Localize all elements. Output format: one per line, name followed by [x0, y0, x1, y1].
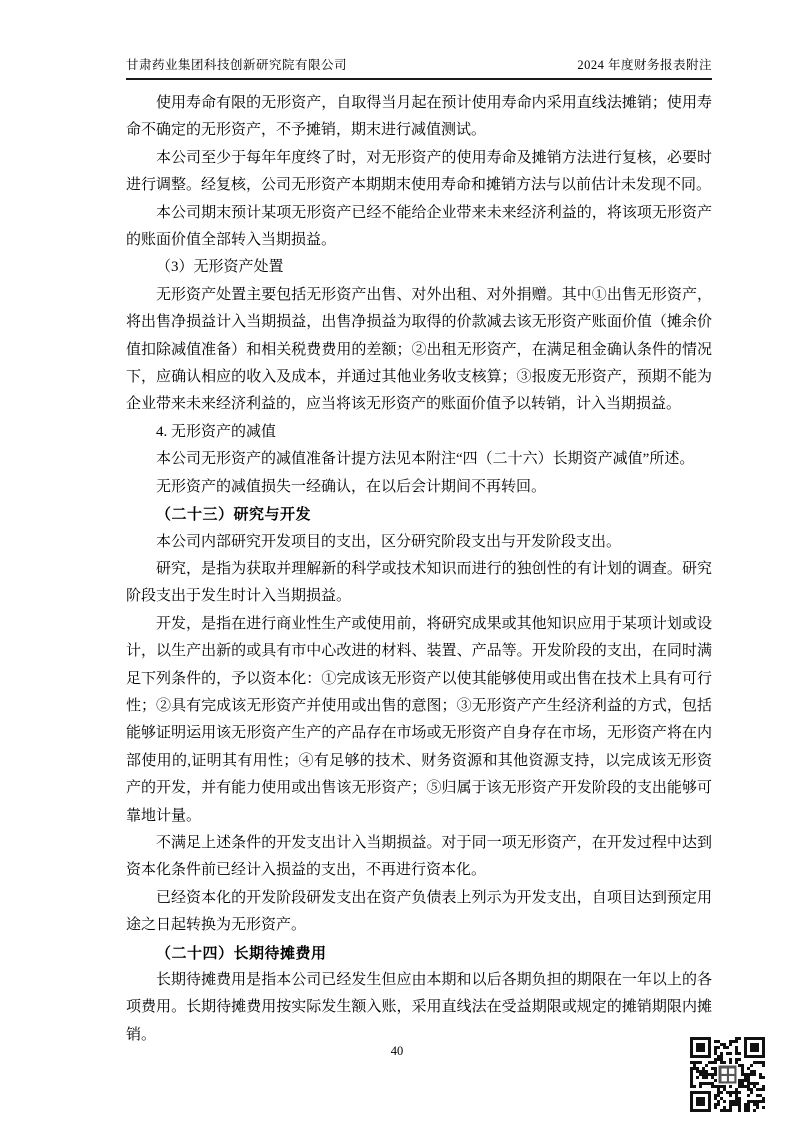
header-report-title: 2024 年度财务报表附注: [577, 58, 712, 72]
page-header: [126, 55, 712, 80]
qr-code: [690, 1037, 765, 1112]
paragraph: 本公司期末预计某项无形资产已经不能给企业带来未来经济利益的，将该项无形资产的账面价值全部转入当期损益。: [126, 204, 712, 249]
document-body: [126, 90, 712, 1049]
header-company-name: 甘肃药业集团科技创新研究院有限公司: [126, 58, 348, 72]
paragraph: 已经资本化的开发阶段研发支出在资产负债表上列示为开发支出，自项目达到预定用途之日起转换为无形资产。: [126, 889, 712, 934]
list-item-intangible-disposal: （3）无形资产处置: [156, 259, 284, 276]
list-item-intangible-impairment: 4. 无形资产的减值: [156, 423, 277, 440]
paragraph: 无形资产处置主要包括无形资产出售、对外出租、对外捐赠。其中①出售无形资产，将出售净损益计入当期损益，出售净损益为取得的价款减去该无形资产账面价值（摊余价值扣除减值准备）和相关税费费用的差额；②出租无形资产，在满足租金确认条件的情况下，应确认相应的收入及成本，并通过其他业务收支核算；③报废无形资产，预期不能为企业带来未来经济利益的，应当将该无形资产的账面价值予以转销，计入当期损益。: [126, 286, 712, 413]
section-heading-research-development: （二十三）研究与开发: [156, 506, 312, 524]
page-number: 40: [390, 1044, 404, 1058]
paragraph: 无形资产的减值损失一经确认，在以后会计期间不再转回。: [156, 478, 547, 495]
page-footer: [0, 1044, 794, 1059]
paragraph: 本公司内部研究开发项目的支出，区分研究阶段支出与开发阶段支出。: [156, 533, 622, 550]
paragraph: 使用寿命有限的无形资产，自取得当月起在预计使用寿命内采用直线法摊销；使用寿命不确定的无形资产，不予摊销，期末进行减值测试。: [126, 95, 712, 139]
paragraph: 本公司无形资产的减值准备计提方法见本附注“四（二十六）长期资产减值”所述。: [156, 451, 695, 468]
paragraph: 开发，是指在进行商业性生产或使用前，将研究成果或其他知识应用于某项计划或设计，以生产出新的或具有市中心改进的材料、装置、产品等。开发阶段的支出，在同时满足下列条件的，予以资本化：①完成该无形资产以使其能够使用或出售在技术上具有可行性；②具有完成该无形资产并使用或出售的意图；③无形资产产生经济利益的方式，包括能够证明运用该无形资产生产的产品存在市场或无形资产自身存在市场，无形资产将在内部使用的,证明其有用性；④有足够的技术、财务资源和其他资源支持，以完成该无形资产的开发，并有能力使用或出售该无形资产；⑤归属于该无形资产开发阶段的支出能够可靠地计量。: [126, 615, 712, 824]
paragraph: 不满足上述条件的开发支出计入当期损益。对于同一项无形资产，在开发过程中达到资本化条件前已经计入损益的支出，不再进行资本化。: [126, 834, 712, 879]
paragraph: 研究，是指为获取并理解新的科学或技术知识而进行的独创性的有计划的调查。研究阶段支出于发生时计入当期损益。: [126, 560, 712, 605]
section-heading-long-term-deferred-expenses: （二十四）长期待摊费用: [156, 944, 327, 962]
paragraph: 长期待摊费用是指本公司已经发生但应由本期和以后各期负担的期限在一年以上的各项费用。长期待摊费用按实际发生额入账，采用直线法在受益期限或规定的摊销期限内摊销。: [126, 972, 712, 1043]
paragraph: 本公司至少于每年年度终了时，对无形资产的使用寿命及摊销方法进行复核，必要时进行调整。经复核，公司无形资产本期期末使用寿命和摊销方法与以前估计未发现不同。: [126, 149, 712, 194]
